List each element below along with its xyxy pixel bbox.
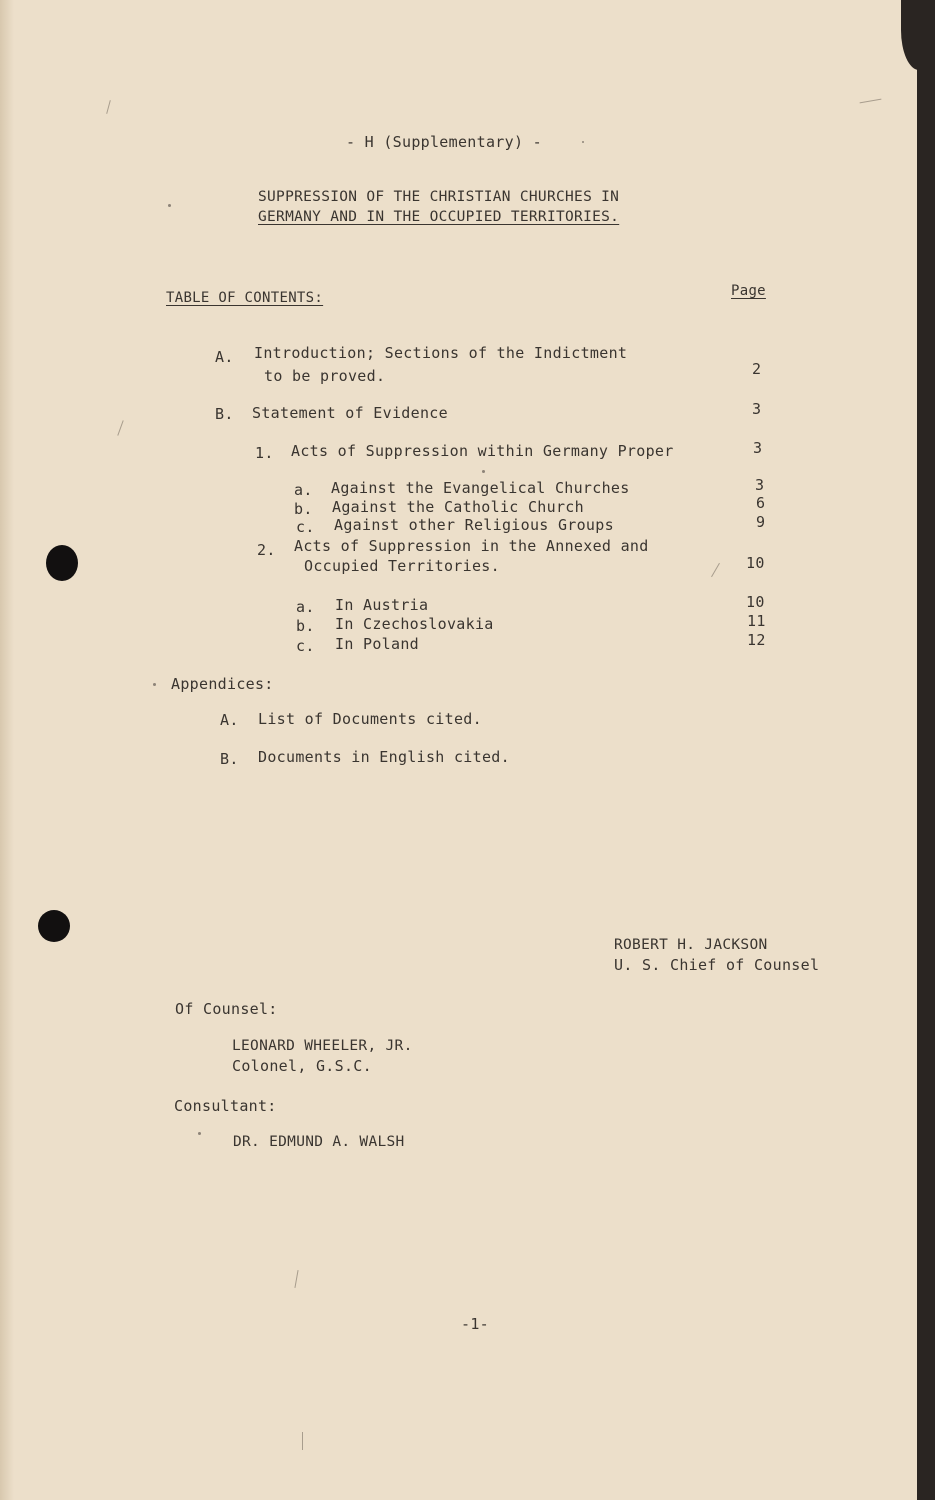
toc-heading-text: TABLE OF CONTENTS: (166, 290, 324, 306)
toc-page-number: 6 (756, 494, 766, 512)
torn-corner (901, 0, 921, 70)
paper-speck (582, 141, 584, 143)
page-column-label: Page (731, 283, 766, 299)
paper-speck (198, 1132, 201, 1135)
toc-entry-text: to be proved. (264, 367, 386, 385)
toc-entry-text: Introduction; Sections of the Indictment (254, 344, 628, 362)
toc-marker: A. (215, 348, 234, 366)
scanner-edge (917, 0, 935, 1500)
counsel-name: LEONARD WHEELER, JR. (232, 1038, 413, 1054)
toc-page-number: 2 (752, 360, 762, 378)
toc-entry-text: In Austria (335, 596, 429, 614)
punch-hole-bottom (38, 910, 70, 942)
appendix-text: List of Documents cited. (258, 710, 482, 728)
signer-title: U. S. Chief of Counsel (614, 956, 820, 974)
toc-marker: B. (215, 405, 234, 423)
toc-page-number: 12 (747, 631, 766, 649)
consultant-label: Consultant: (174, 1097, 277, 1115)
counsel-rank: Colonel, G.S.C. (232, 1057, 372, 1075)
toc-entry-text: Against the Catholic Church (332, 498, 584, 516)
appendix-marker: A. (220, 711, 239, 729)
toc-page-number: 9 (756, 513, 766, 531)
of-counsel-label: Of Counsel: (175, 1000, 278, 1018)
toc-page-number: 10 (746, 593, 765, 611)
appendix-marker: B. (220, 750, 239, 768)
document-title-line2: GERMANY AND IN THE OCCUPIED TERRITORIES. (258, 209, 620, 225)
signer-name: ROBERT H. JACKSON (614, 937, 768, 953)
paper-mark (860, 99, 882, 104)
consultant-name: DR. EDMUND A. WALSH (233, 1134, 405, 1150)
paper-speck (482, 470, 485, 473)
toc-entry-text: Against other Religious Groups (334, 516, 614, 534)
document-title-line1: SUPPRESSION OF THE CHRISTIAN CHURCHES IN (258, 189, 620, 205)
toc-entry-text: Statement of Evidence (252, 404, 448, 422)
toc-entry-text: Against the Evangelical Churches (331, 479, 630, 497)
appendices-heading: Appendices: (171, 675, 274, 693)
paper-speck (168, 204, 171, 207)
toc-marker: c. (296, 518, 315, 536)
toc-page-number: 10 (746, 554, 765, 572)
paper-mark (302, 1432, 303, 1450)
toc-entry-text: In Poland (335, 635, 419, 653)
paper-mark (117, 420, 123, 435)
paper-mark (294, 1270, 298, 1288)
toc-entry-text: In Czechoslovakia (335, 615, 494, 633)
toc-page-number: 3 (753, 439, 763, 457)
toc-marker: 1. (255, 444, 274, 462)
toc-marker: b. (296, 617, 315, 635)
toc-page-number: 3 (755, 476, 765, 494)
paper-speck (153, 683, 156, 686)
page-number: -1- (461, 1315, 489, 1333)
toc-marker: a. (294, 481, 313, 499)
document-header: - H (Supplementary) - (346, 133, 542, 151)
toc-marker: c. (296, 637, 315, 655)
paper-mark (106, 100, 111, 114)
toc-marker: a. (296, 598, 315, 616)
left-edge-shadow (0, 0, 14, 1500)
toc-marker: 2. (257, 541, 276, 559)
appendix-text: Documents in English cited. (258, 748, 510, 766)
toc-heading (166, 289, 323, 307)
toc-page-number: 11 (747, 612, 766, 630)
punch-hole-top (46, 545, 78, 581)
toc-entry-text: Occupied Territories. (304, 557, 500, 575)
toc-entry-text: Acts of Suppression within Germany Proper (291, 442, 674, 460)
toc-marker: b. (294, 500, 313, 518)
toc-page-number: 3 (752, 400, 762, 418)
toc-entry-text: Acts of Suppression in the Annexed and (294, 537, 649, 555)
paper-mark (711, 563, 720, 577)
